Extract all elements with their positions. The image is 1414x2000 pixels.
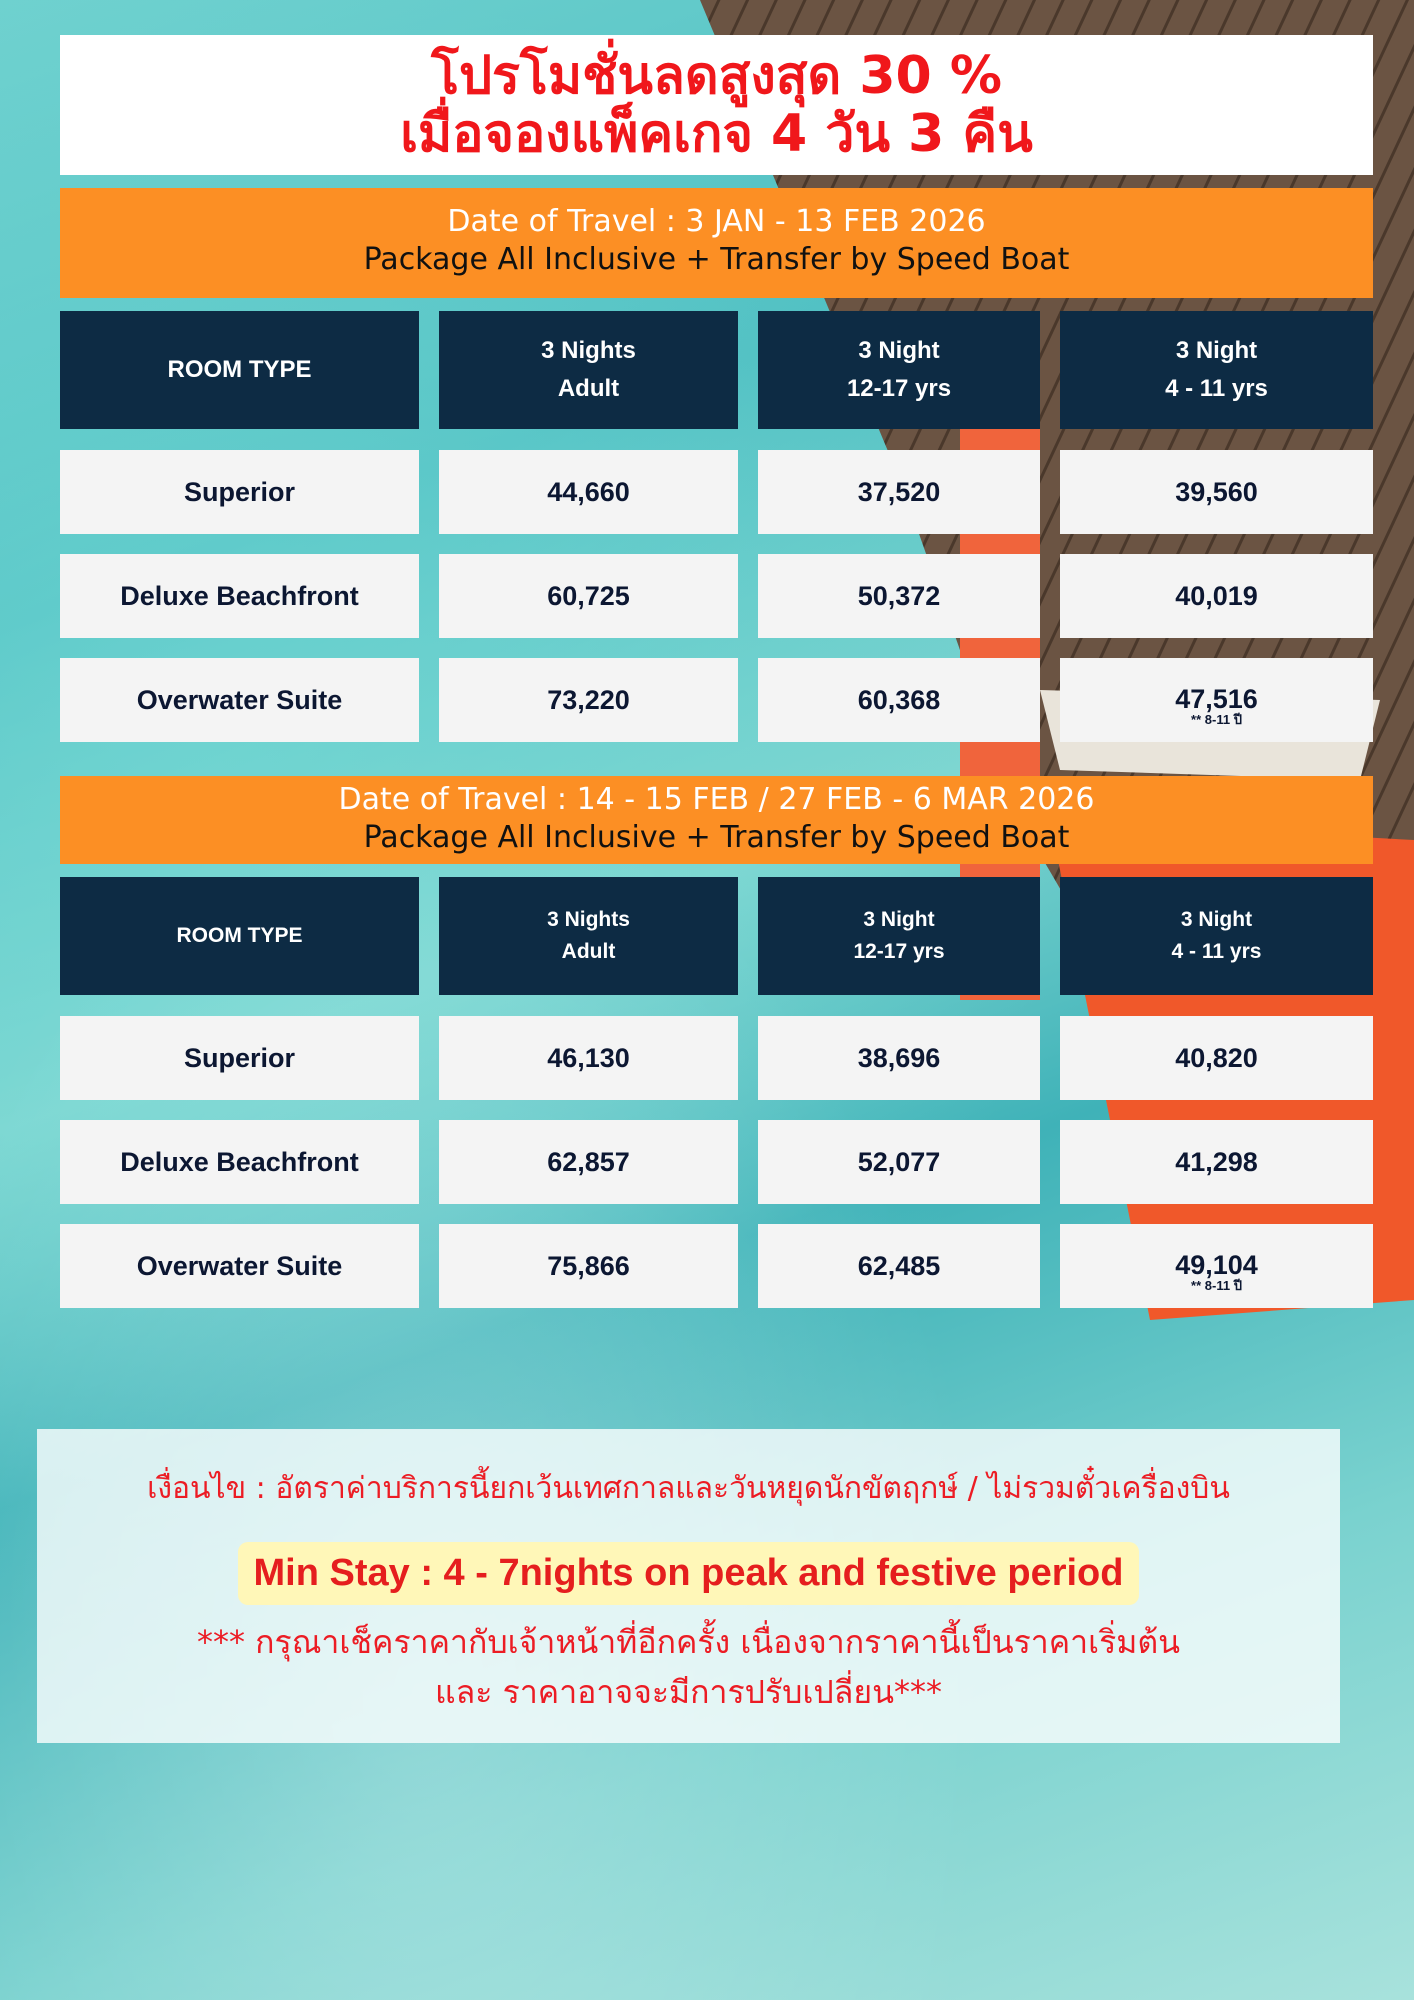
table2-row2-teen: 52,077	[758, 1120, 1040, 1204]
table2-row3-teen: 62,485	[758, 1224, 1040, 1308]
table1-row3-child: 47,516	[1175, 683, 1258, 714]
table1-row1-room: Superior	[60, 450, 419, 534]
period2-dates: Date of Travel : 14 - 15 FEB / 27 FEB - 6 MAR 2026	[338, 782, 1095, 817]
table1-row2-child: 40,019	[1060, 554, 1373, 638]
table1-row3-child-cell	[1060, 658, 1373, 742]
price-note-line2: และ ราคาอาจจะมีการปรับเปลี่ยน***	[435, 1673, 942, 1711]
table1-header-room-type	[60, 311, 419, 429]
table1-header-child	[1060, 311, 1373, 429]
table2-row3-room: Overwater Suite	[60, 1224, 419, 1308]
table2-header-room-type-label: ROOM TYPE	[176, 924, 303, 947]
promo-title-box	[60, 35, 1373, 175]
table1-header-child-line2: 4 - 11 yrs	[1165, 375, 1268, 402]
table2-row1-child: 40,820	[1060, 1016, 1373, 1100]
table1-row1-teen: 37,520	[758, 450, 1040, 534]
table2-header-teen-line2: 12-17 yrs	[853, 940, 945, 963]
promo-title-line1: โปรโมชั่นลดสูงสุด 30 %	[431, 46, 1002, 106]
table2-row2-adult: 62,857	[439, 1120, 738, 1204]
table2-row3-child-cell	[1060, 1224, 1373, 1308]
table2-header-teen-line1: 3 Night	[863, 908, 935, 931]
table2-row3-child-note: ** 8-11 ปี	[1191, 1277, 1242, 1293]
period2-banner	[60, 776, 1373, 864]
table1-row2-teen: 50,372	[758, 554, 1040, 638]
table2-row1-teen: 38,696	[758, 1016, 1040, 1100]
table1-header-child-line1: 3 Night	[1175, 337, 1258, 364]
period2-package: Package All Inclusive + Transfer by Speed Boat	[363, 820, 1070, 855]
table2-header-child-line2: 4 - 11 yrs	[1171, 940, 1262, 963]
table1-row2-adult: 60,725	[439, 554, 738, 638]
table1-row3-teen: 60,368	[758, 658, 1040, 742]
table2-row3-adult: 75,866	[439, 1224, 738, 1308]
table2-row2-room: Deluxe Beachfront	[60, 1120, 419, 1204]
period1-banner	[60, 188, 1373, 298]
table2-row2-child: 41,298	[1060, 1120, 1373, 1204]
table1-row3-child-note: ** 8-11 ปี	[1191, 711, 1242, 727]
price-note	[37, 1617, 1340, 1717]
table2-row1-room: Superior	[60, 1016, 419, 1100]
table2-row1-adult: 46,130	[439, 1016, 738, 1100]
table1-header-adult-line1: 3 Nights	[541, 337, 636, 364]
table1-header-teen	[758, 311, 1040, 429]
table1-row3-room: Overwater Suite	[60, 658, 419, 742]
table2-header-room-type	[60, 877, 419, 995]
table1-header-room-type-label: ROOM TYPE	[167, 356, 312, 383]
price-note-line1: *** กรุณาเช็คราคากับเจ้าหน้าที่อีกครั้ง เนื่องจากราคานี้เป็นราคาเริ่มต้น	[196, 1623, 1181, 1661]
promo-title-line2: เมื่อจองแพ็คเกจ 4 วัน 3 คืน	[400, 104, 1033, 164]
table1-row3-adult: 73,220	[439, 658, 738, 742]
conditions-box	[37, 1429, 1340, 1743]
min-stay-badge: Min Stay : 4 - 7nights on peak and festive period	[238, 1542, 1140, 1605]
table2-header-child	[1060, 877, 1373, 995]
table1-row1-adult: 44,660	[439, 450, 738, 534]
table1-header-adult	[439, 311, 738, 429]
table2-row3-child: 49,104	[1175, 1249, 1258, 1280]
table1-row1-child: 39,560	[1060, 450, 1373, 534]
table2-header-adult-line2: Adult	[561, 940, 616, 963]
conditions-text: เงื่อนไข : อัตราค่าบริการนี้ยกเว้นเทศกาลและวันหยุดนักขัตฤกษ์ / ไม่รวมตั๋วเครื่องบิน	[147, 1471, 1230, 1506]
period1-dates: Date of Travel : 3 JAN - 13 FEB 2026	[447, 204, 986, 239]
table2-header-child-line1: 3 Night	[1180, 908, 1253, 931]
period1-package: Package All Inclusive + Transfer by Speed Boat	[363, 242, 1070, 277]
table1-row2-room: Deluxe Beachfront	[60, 554, 419, 638]
table2-header-adult	[439, 877, 738, 995]
table1-header-teen-line2: 12-17 yrs	[846, 375, 952, 402]
table1-header-adult-line2: Adult	[557, 375, 620, 402]
table2-header-adult-line1: 3 Nights	[547, 908, 630, 931]
table1-header-teen-line1: 3 Night	[858, 337, 940, 364]
table2-header-teen	[758, 877, 1040, 995]
